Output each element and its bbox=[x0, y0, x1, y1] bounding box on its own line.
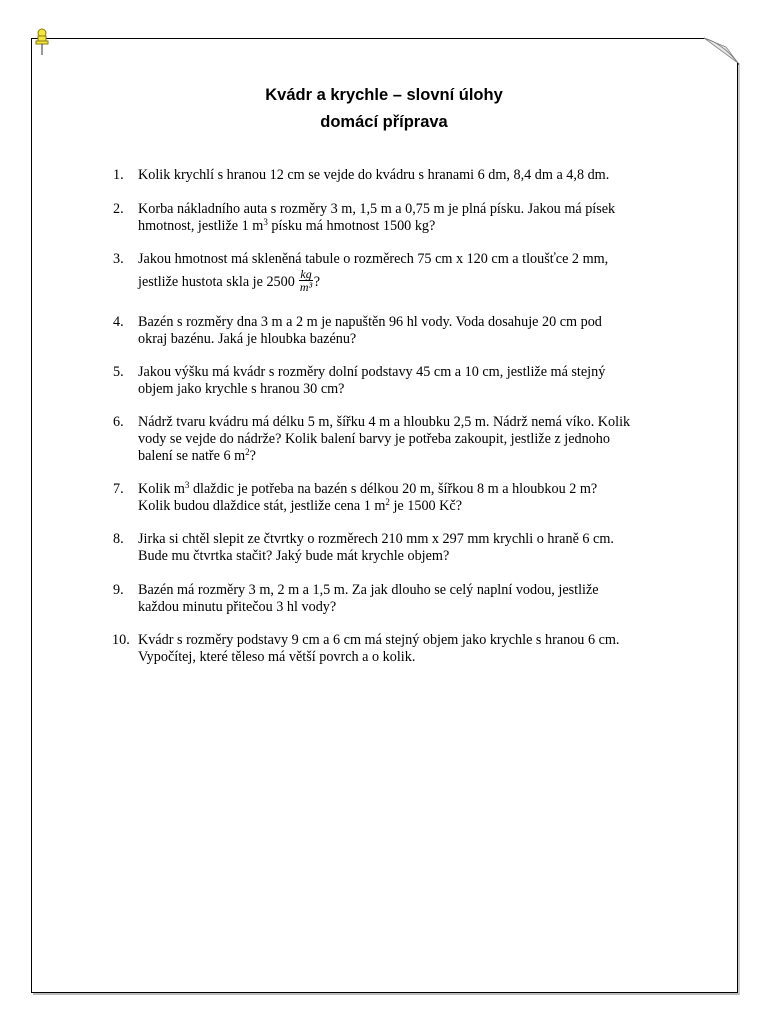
question-text: Bude mu čtvrtka stačit? Jaký bude mát krychle objem? bbox=[138, 548, 450, 564]
question-text: Kolik budou dlaždice stát, jestliže cena 1 $m^2$ je 1500 Kč? bbox=[138, 497, 463, 514]
question-number: 9. bbox=[113, 582, 124, 598]
question-text: každou minutu přitečou 3 hl vody? bbox=[138, 599, 337, 615]
question-number: 7. bbox=[113, 481, 124, 497]
question-number: 3. bbox=[113, 251, 124, 267]
question-text: Kolik $m^3$ dlaždic je potřeba na bazén s délkou 20 m, šířkou 8 m a hloubkou 2 m? bbox=[138, 480, 598, 497]
page-curl-icon bbox=[700, 37, 742, 65]
density-fraction: $\frac{kg}{\text{m³}}$ bbox=[299, 267, 313, 294]
question-text: Kolik krychlí s hranou 12 cm se vejde do kvádru s hranami 6 dm, 8,4 dm a 4,8 dm. bbox=[138, 167, 610, 183]
page-shadow-bottom bbox=[33, 993, 739, 995]
question-text: Kvádr s rozměry podstavy 9 cm a 6 cm má stejný objem jako krychle s hranou 6 cm. bbox=[138, 632, 620, 648]
question-number: 1. bbox=[113, 167, 124, 183]
question-text: vody se vejde do nádrže? Kolik balení barvy je potřeba zakoupit, jestliže z jednoho bbox=[138, 431, 610, 447]
question-text: objem jako krychle s hranou 30 cm? bbox=[138, 381, 345, 397]
question-text: Jirka si chtěl slepit ze čtvrtky o rozměrech 210 mm x 297 mm krychli o hraně 6 cm. bbox=[138, 531, 614, 547]
question-number: 5. bbox=[113, 364, 124, 380]
question-text: Nádrž tvaru kvádru má délku 5 m, šířku 4 m a hloubku 2,5 m. Nádrž nemá víko. Kolik bbox=[138, 414, 631, 430]
question-text: Jakou výšku má kvádr s rozměry dolní podstavy 45 cm a 10 cm, jestliže má stejný bbox=[138, 364, 606, 380]
question-text: Bazén s rozměry dna 3 m a 2 m je napuštěn 96 hl vody. Voda dosahuje 20 cm pod bbox=[138, 314, 602, 330]
question-number: 6. bbox=[113, 414, 124, 430]
page-shadow-right bbox=[738, 62, 740, 995]
document-subtitle: domácí příprava bbox=[320, 113, 448, 131]
pushpin-icon bbox=[33, 28, 51, 56]
question-number: 10. bbox=[112, 632, 130, 648]
question-text: Bazén má rozměry 3 m, 2 m a 1,5 m. Za jak dlouho se celý naplní vodou, jestliže bbox=[138, 582, 599, 598]
question-number: 4. bbox=[113, 314, 124, 330]
question-number: 8. bbox=[113, 531, 124, 547]
question-text: Korba nákladního auta s rozměry 3 m, 1,5 m a 0,75 m je plná písku. Jakou má písek bbox=[138, 201, 616, 217]
document-title: Kvádr a krychle – slovní úlohy bbox=[265, 86, 503, 104]
question-text: jestliže hustota skla je 2500 $\frac{kg}{\text{m³}}$ ? bbox=[138, 267, 321, 294]
question-text: hmotnost, jestliže 1 $m^3$ písku má hmotnost 1500 kg? bbox=[138, 217, 436, 234]
question-number: 2. bbox=[113, 201, 124, 217]
question-text: Vypočítej, které těleso má větší povrch a o kolik. bbox=[138, 649, 416, 665]
question-text: balení se natře 6 $m^2$? bbox=[138, 447, 256, 464]
question-text: okraj bazénu. Jaká je hloubka bazénu? bbox=[138, 331, 357, 347]
question-text: Jakou hmotnost má skleněná tabule o rozměrech 75 cm x 120 cm a tloušťce 2 mm, bbox=[138, 251, 609, 267]
